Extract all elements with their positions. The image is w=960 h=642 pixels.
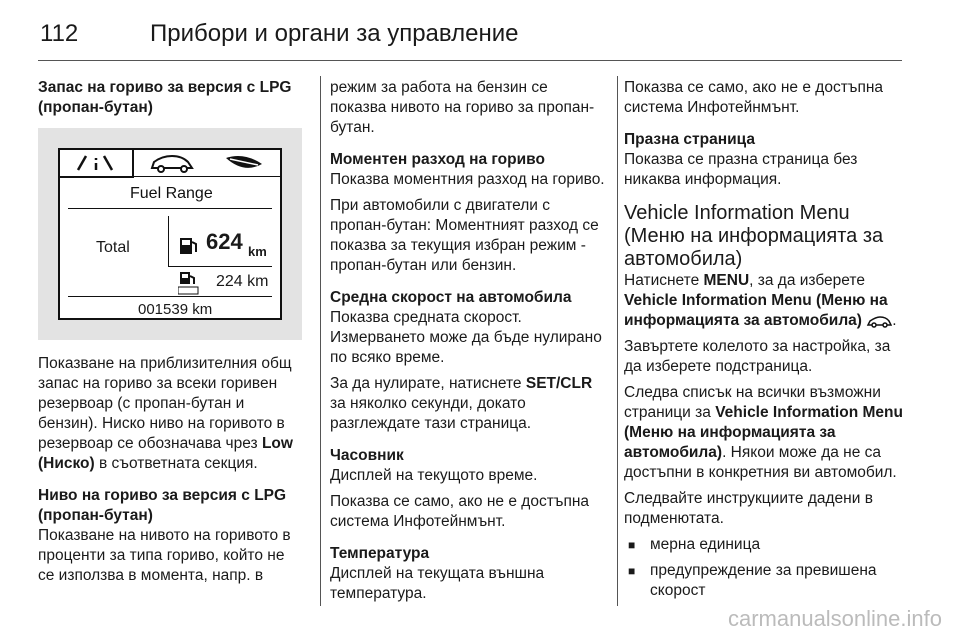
paragraph: Показване на нивото на горивото в проценти за типа гориво, който не се използва в момента, напр. в xyxy=(38,527,291,584)
eco-tab xyxy=(208,150,280,178)
bold-text: Vehicle Information Menu (Меню на информацията за автомобила) xyxy=(624,404,903,461)
page-number: 112 xyxy=(40,20,79,47)
car-icon xyxy=(134,150,208,176)
text: , за да изберете xyxy=(749,272,865,289)
leaf-icon xyxy=(208,150,280,176)
text: . Някои може да не са достъпни в конкретния ви автомобил. xyxy=(624,444,897,481)
paragraph: Дисплей на текущата външна температура. xyxy=(330,565,545,602)
text: Следва списък на всички възможни страници за xyxy=(624,384,881,421)
column-divider xyxy=(617,76,618,606)
paragraph: Измерването може да бъде нулирано по всяко време. xyxy=(330,329,602,366)
section-heading: Ниво на гориво за версия с LPG (пропан-бутан) xyxy=(38,487,287,524)
text: . xyxy=(892,312,897,329)
tab-underline xyxy=(134,176,280,177)
lpg-pump-icon xyxy=(178,270,202,296)
paragraph: Следвайте инструкциите дадени в подменютата. xyxy=(624,490,873,527)
paragraph xyxy=(624,383,910,483)
section-heading: Празна страница xyxy=(624,131,755,148)
trip-tab xyxy=(60,150,134,178)
fuel-range-unit: km xyxy=(248,244,267,259)
section-heading: Часовник xyxy=(330,447,404,464)
bold-text: MENU xyxy=(703,272,750,289)
paragraph: Завъртете колелото за настройка, за да изберете подстраница. xyxy=(624,338,891,375)
display-divider xyxy=(68,208,272,209)
display-divider xyxy=(68,296,272,297)
section-heading: Запас на гориво за версия с LPG (пропан-бутан) xyxy=(38,79,292,116)
paragraph xyxy=(38,354,304,474)
road-info-icon xyxy=(60,150,130,176)
paragraph: Показва се празна страница без никаква информация. xyxy=(624,151,858,188)
text: За да нулирате, натиснете xyxy=(330,375,526,392)
paragraph: Показва се само, ако не е достъпна система Инфотейнмънт. xyxy=(624,79,884,116)
bold-text: Vehicle Information Menu (Меню на информацията за автомобила) xyxy=(624,292,888,329)
section-heading: Средна скорост на автомобила xyxy=(330,289,572,306)
section-heading: Температура xyxy=(330,545,430,562)
display-screen xyxy=(58,148,282,320)
column-2 xyxy=(330,78,608,616)
text: за няколко секунди, докато разглеждате тази страница. xyxy=(330,395,532,432)
paragraph: При автомобили с двигатели с пропан-бутан: Моментният разход се показва за текущия избран режим - пропан-бутан или бензин. xyxy=(330,197,599,274)
column-1 xyxy=(38,78,304,598)
text: в съответната секция. xyxy=(94,455,258,472)
column-divider xyxy=(320,76,321,606)
fuel-range-value: 624 xyxy=(206,229,243,254)
fuel-range-display-figure xyxy=(38,128,302,340)
watermark: carmanualsonline.info xyxy=(727,606,942,631)
car-icon xyxy=(866,314,892,328)
odometer-value: 001539 km xyxy=(138,301,213,318)
text: Показване на приблизителния общ запас на гориво за всеки горивен резервоар (с пропан-бутан и бензин). Ниско ниво на горивото в резервоар се обозначава чрез xyxy=(38,355,292,452)
list-item: ■ мерна единица xyxy=(624,535,910,555)
page-header xyxy=(38,14,902,60)
total-label: Total xyxy=(96,239,130,256)
column-3 xyxy=(624,78,910,607)
text: Натиснете xyxy=(624,272,704,289)
paragraph xyxy=(624,271,910,331)
bold-text: Low (Ниско) xyxy=(38,435,293,472)
paragraph: Показва се само, ако не е достъпна система Инфотейнмънт. xyxy=(330,493,590,530)
display-divider xyxy=(168,216,169,266)
list-item: ■ предупреждение за превишена скорост xyxy=(624,561,910,601)
paragraph xyxy=(330,374,608,434)
display-tabs xyxy=(60,150,280,178)
section-title: Vehicle Information Menu (Меню на информацията за автомобила) xyxy=(624,202,884,270)
display-divider xyxy=(168,266,272,267)
paragraph: режим за работа на бензин се показва нивото на гориво за пропан-бутан. xyxy=(330,79,595,136)
bold-text: SET/CLR xyxy=(525,375,593,392)
page-title: Прибори и органи за управление xyxy=(150,20,519,47)
fuel-pump-icon xyxy=(178,234,200,256)
lpg-range-value: 224 km xyxy=(216,273,269,290)
bullet-list xyxy=(624,535,910,601)
header-divider xyxy=(38,60,902,61)
paragraph: Показва моментния разход на гориво. xyxy=(330,171,605,188)
vehicle-tab xyxy=(134,150,208,178)
paragraph: Показва средната скорост. xyxy=(330,309,522,326)
paragraph: Дисплей на текущото време. xyxy=(330,467,538,484)
display-title: Fuel Range xyxy=(130,185,213,202)
section-heading: Моментен разход на гориво xyxy=(330,151,545,168)
